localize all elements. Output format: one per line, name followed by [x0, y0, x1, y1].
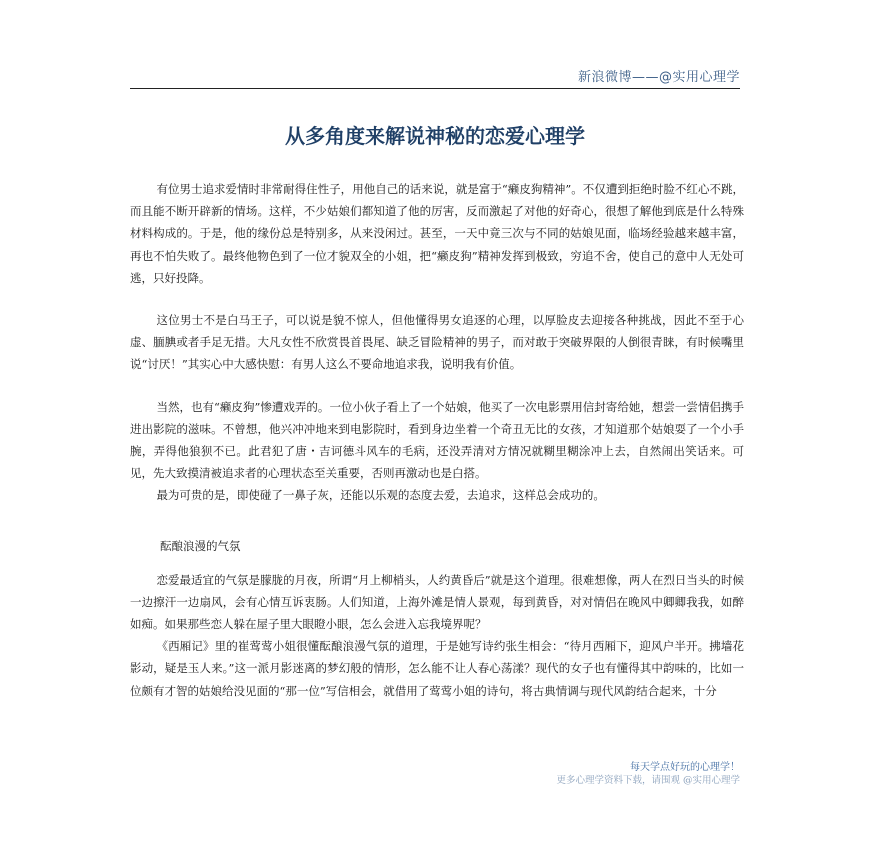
article-title: 从多角度来解说神秘的恋爱心理学 [285, 124, 585, 148]
header-source: 新浪微博——@实用心理学 [577, 70, 740, 85]
footer-slogan: 每天学点好玩的心理学！ [630, 762, 740, 773]
header-rule [130, 88, 740, 89]
footer-more-info: 更多心理学资料下载，请围观 @实用心理学 [556, 775, 740, 786]
paragraph-3: 当然，也有“癞皮狗”惨遭戏弄的。一位小伙子看上了一个姑娘，他买了一次电影票用信封寄给她，想尝一尝情侣携手进出影院的滋味。不曾想，他兴冲冲地来到电影院时，看到身边坐着一个奇丑无比的女孩，才知道那个姑娘耍了一个小手腕，弄得他狼狈不已。此君犯了唐・吉诃德斗风车的毛病，还没弄清对方情况就糊里糊涂冲上去，自然闹出笑话来。可见，先大致摸清被追求者的心理状态至关重要，否则再激动也是白搭。 [130, 399, 744, 481]
section-gap [130, 557, 744, 569]
paragraph-4: 最为可贵的是，即使碰了一鼻子灰，还能以乐观的态度去爱，去追求，这样总会成功的。 [156, 488, 605, 503]
paragraph-1: 有位男士追求爱情时非常耐得住性子，用他自己的话来说，就是富于“癞皮狗精神”。不仅遭到拒绝时脸不红心不跳，而且能不断开辟新的情场。这样，不少姑娘们都知道了他的厉害，反而激起了对他的好奇心，很想了解他到底是什么特殊材料构成的。于是，他的缘份总是特别多，从来没闲过。甚至，一天中竟三次与不同的姑娘见面，临场经验越来越丰富，再也不怕失败了。最终他物色到了一位才貌双全的小姐，把“癞皮狗”精神发挥到极致，穷追不舍，使自己的意中人无处可逃，只好投降。 [130, 182, 744, 285]
article-body [130, 178, 744, 702]
paragraph-6: 《西厢记》里的崔莺莺小姐很懂酝酿浪漫气氛的道理，于是她写诗约张生相会：“待月西厢下，迎风户半开。拂墙花影动，疑是玉人来。”这一派月影迷离的梦幻般的情形，怎么能不让人春心荡漾？现代的女子也有懂得其中韵味的，比如一位颇有才智的姑娘给没见面的“那一位”写信相会，就借用了莺莺小姐的诗句，将古典情调与现代风韵结合起来，十分 [130, 639, 744, 698]
paragraph-2: 这位男士不是白马王子，可以说是貌不惊人，但他懂得男女追逐的心理，以厚脸皮去迎接各种挑战，因此不至于心虚、腼腆或者手足无措。大凡女性不欣赏畏首畏尾、缺乏冒险精神的男子，而对敢于突破界限的人倒很青睐，有时候嘴里说“讨厌！”其实心中大感快慰：有男人这么不要命地追求我，说明我有价值。 [130, 313, 744, 372]
section-heading: 酝酿浪漫的气氛 [160, 538, 241, 553]
paragraph-gap [130, 289, 744, 309]
paragraph-gap [130, 376, 744, 396]
paragraph-5: 恋爱最适宜的气氛是朦胧的月夜，所谓“月上柳梢头，人约黄昏后”就是这个道理。很难想像，两人在烈日当头的时候一边擦汗一边扇风，会有心情互诉衷肠。人们知道，上海外滩是情人景观，每到黄昏，对对情侣在晚风中卿卿我我，如醉如痴。如果那些恋人躲在屋子里大眼瞪小眼，怎么会进入忘我境界呢？ [130, 572, 744, 632]
section-gap [130, 507, 744, 535]
